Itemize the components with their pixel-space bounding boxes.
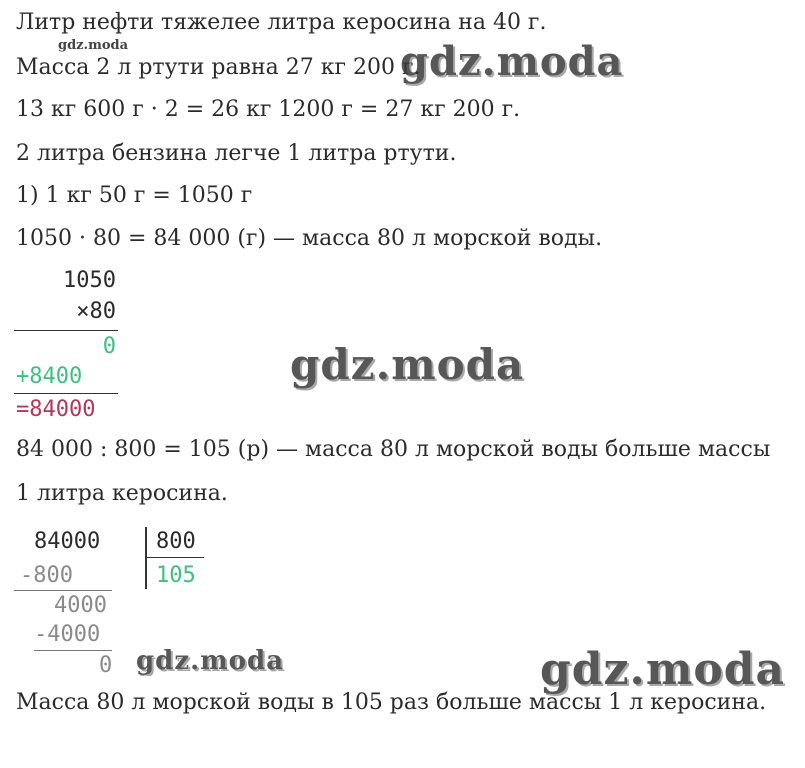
partial-product-2: +8400 xyxy=(16,364,83,389)
division-step-1: -800 xyxy=(20,563,73,588)
watermark-middle: gdz.moda xyxy=(290,340,525,389)
multiplicand: 1050 xyxy=(63,268,116,293)
division-step-2: 4000 xyxy=(54,593,107,618)
text-line-3: 13 кг 600 г · 2 = 26 кг 1200 г = 27 кг 200 г. xyxy=(16,97,521,122)
text-line-7: 84 000 : 800 = 105 (р) — масса 80 л морской воды больше массы xyxy=(16,437,771,462)
watermark-top: gdz.moda xyxy=(400,38,624,85)
text-line-9: Масса 80 л морской воды в 105 раз больше массы 1 л керосина. xyxy=(16,690,767,715)
product-result: =84000 xyxy=(16,397,96,422)
text-line-8: 1 литра керосина. xyxy=(16,481,228,506)
multiplication-rule-2 xyxy=(14,393,118,394)
divisor-rule xyxy=(146,557,204,558)
division-rule-2 xyxy=(34,650,112,651)
text-line-1: Литр нефти тяжелее литра керосина на 40 г. xyxy=(16,10,547,35)
text-line-6: 1050 · 80 = 84 000 (г) — масса 80 л морской воды. xyxy=(16,226,603,251)
multiplication-rule-1 xyxy=(14,330,118,331)
division-rule-1 xyxy=(14,590,112,591)
watermark-bottom-right: gdz.moda xyxy=(540,644,786,695)
watermark-small: gdz.moda xyxy=(58,38,129,53)
quotient: 105 xyxy=(156,563,196,588)
division-remainder: 0 xyxy=(99,653,113,678)
watermark-bottom-left: gdz.moda xyxy=(136,646,285,676)
multiplier: ×80 xyxy=(76,299,116,324)
divisor: 800 xyxy=(156,529,196,554)
text-line-2: Масса 2 л ртути равна 27 кг 200 г. xyxy=(16,55,421,80)
partial-product-1: 0 xyxy=(102,334,116,359)
text-line-4: 2 литра бензина легче 1 литра ртути. xyxy=(16,141,457,166)
division-vertical-rule xyxy=(145,527,147,589)
text-line-5: 1) 1 кг 50 г = 1050 г xyxy=(16,183,253,208)
division-step-3: -4000 xyxy=(34,622,101,647)
dividend: 84000 xyxy=(34,529,101,554)
